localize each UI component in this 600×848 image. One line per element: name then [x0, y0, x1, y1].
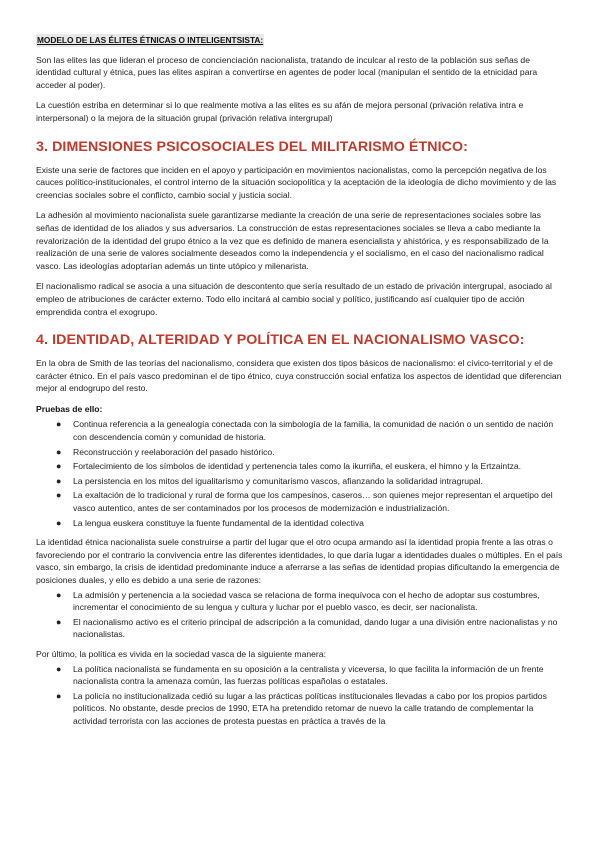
list-item-text: Reconstrucción y reelaboración del pasado histórico.: [73, 446, 275, 457]
list-item: [36, 517, 564, 530]
list-item-text: La lengua euskera constituye la fuente fundamental de la identidad colectiva: [73, 517, 364, 528]
list-item: [36, 589, 564, 614]
list-item: [36, 690, 564, 728]
list-item: [36, 663, 564, 688]
list-item: [36, 616, 564, 641]
list-item-text: La admisión y pertenencia a la sociedad vasca se relaciona de forma inequívoca con el hecho de adoptar sus costumbres, incrementar el conocimiento de su lengua y cultura y luchar por el pueblo vasco, es decir, ser nacionalista.: [73, 589, 540, 613]
list-item-text: La política nacionalista se fundamenta en su oposición a la centralista y viceversa, lo que facilita la información de un frente nacionalista contra la amenaza común, las fuerzas políticas españolas o estatales.: [73, 663, 544, 687]
bullet-icon: ●: [56, 475, 62, 486]
section-3-heading: 3. DIMENSIONES PSICOSOCIALES DEL MILITARISMO ÉTNICO:: [36, 138, 468, 155]
list-item: [36, 460, 564, 473]
intro-paragraph-1: Son las elites las que lideran el proceso de concienciación nacionalista, tratando de inculcar al resto de la población sus señas de identidad cultural y étnica, pues las elites aspiran a convertirse en agentes de poder local (manipulan el sentido de la etnicidad para acceder al poder).: [36, 54, 538, 90]
politics-list: [36, 663, 564, 728]
evidence-list: [36, 418, 564, 529]
section-3-paragraph-2: La adhesión al movimiento nacionalista suele garantizarse mediante la creación de una serie de representaciones sociales sobre las señas de identidad de los aliados y sus adversarios. La construcción de estas representaciones sociales se lleva a cabo mediante la revalorización de la identidad del grupo étnico a la vez que es definido de manera esencialista y ahistórica, y es responsabilizado de la realización de una serie de valores socialmente deseados como la independencia y el socialismo, en el caso del nacionalismo radical vasco. Las ideologías adoptarían además un tinte utópico y milenarista.: [36, 210, 549, 271]
evidence-label: Pruebas de ello:: [36, 403, 103, 414]
list-item-text: Fortalecimiento de los símbolos de identidad y pertenencia tales como la ikurriña, el euskera, el himno y la Ertzaintza.: [73, 461, 522, 472]
bullet-icon: ●: [56, 616, 62, 627]
bullet-icon: ●: [56, 517, 62, 528]
section-3-paragraph-1: Existe una serie de factores que inciden en el apoyo y participación en movimientos nacionalistas, como la percepción negativa de los cauces político-institucionales, el control interno de la situación sociopolítica y la aceptación de la ideología de dicho movimiento y de las creencias sociales sobre el conflicto, cambio social y justicia social.: [36, 164, 557, 200]
list-item-text: El nacionalismo activo es el criterio principal de adscripción a la comunidad, dando lugar a una división entre nacionalistas y no nacionalistas.: [73, 616, 558, 640]
bullet-icon: ●: [56, 663, 62, 674]
bullet-icon: ●: [56, 419, 62, 430]
list-item: [36, 475, 564, 488]
bullet-icon: ●: [56, 446, 62, 457]
section-3-paragraph-3: El nacionalismo radical se asocia a una situación de descontento que sería resultado de un estado de privación intergrupal, asociado al empleo de atribuciones de carácter externo. Todo ello incitará al cambio social y político, justificando así cualquier tipo de acción emprendida contra el exogrupo.: [36, 281, 552, 317]
section-4-paragraph-1: En la obra de Smith de las teorías del nacionalismo, considera que existen dos tipos básicos de nacionalismo: el cívico-territorial y el de carácter étnico. En el país vasco predominan el de tipo étnico, cuya construcción social enfatiza los aspectos de identidad que diferencian mejor al endogrupo del resto.: [36, 358, 562, 394]
section-4-heading: 4. IDENTIDAD, ALTERIDAD Y POLÍTICA EN EL NACIONALISMO VASCO:: [36, 332, 525, 349]
list-item-text: Continua referencia a la genealogía conectada con la simbología de la familia, la comunidad de nación o un sentido de nación con descendencia común y comunidad de historia.: [73, 419, 554, 443]
list-item: [36, 418, 564, 443]
bullet-icon: ●: [56, 690, 62, 701]
intro-paragraph-2: La cuestión estriba en determinar si lo que realmente motiva a las elites es su afán de mejora personal (privación relativa intra e interpersonal) o la mejora de la situación grupal (privación relativa intergrupal): [36, 100, 524, 123]
reasons-list: [36, 589, 564, 641]
list-item: [36, 489, 564, 514]
list-item-text: La exaltación de lo tradicional y rural de forma que los campesinos, caseros… son quienes mejor representan el arquetipo del vasco autentico, antes de ser contaminados por los procesos de modernización e industrialización.: [73, 490, 553, 514]
bullet-icon: ●: [56, 461, 62, 472]
section-4-paragraph-2: La identidad étnica nacionalista suele construirse a partir del lugar que el otro ocupa armando así la identidad propia frente a las otras o favoreciendo por el contrario la convivencia entre las diferentes identidades, lo que daría lugar a identidades duales o múltiples. En el país vasco, sin embargo, la crisis de identidad predominante induce a aferrarse a las señas de identidad propias dificultando la emergencia de posiciones duales, y ello es debido a una serie de razones:: [36, 537, 563, 585]
section-4-paragraph-3: Por último, la política es vivida en la sociedad vasca de la siguiente manera:: [36, 648, 326, 659]
bullet-icon: ●: [56, 490, 62, 501]
list-item: [36, 446, 564, 459]
section-title-elites: MODELO DE LAS ÉLITES ÉTNICAS O INTELIGENTSISTA:: [37, 35, 264, 45]
list-item-text: La persistencia en los mitos del igualitarismo y comunitarismo vascos, afianzando la solidaridad intragrupal.: [73, 475, 483, 486]
bullet-icon: ●: [56, 589, 62, 600]
list-item-text: La policía no institucionalizada cedió su lugar a las prácticas políticas institucionales llevadas a cabo por los propios partidos políticos. No obstante, desde precios de 1990, ETA ha pretendido retomar de nuevo la calle tratando de complementar la actividad terrorista con las acciones de protesta puestas en práctica a través de la: [73, 690, 547, 726]
